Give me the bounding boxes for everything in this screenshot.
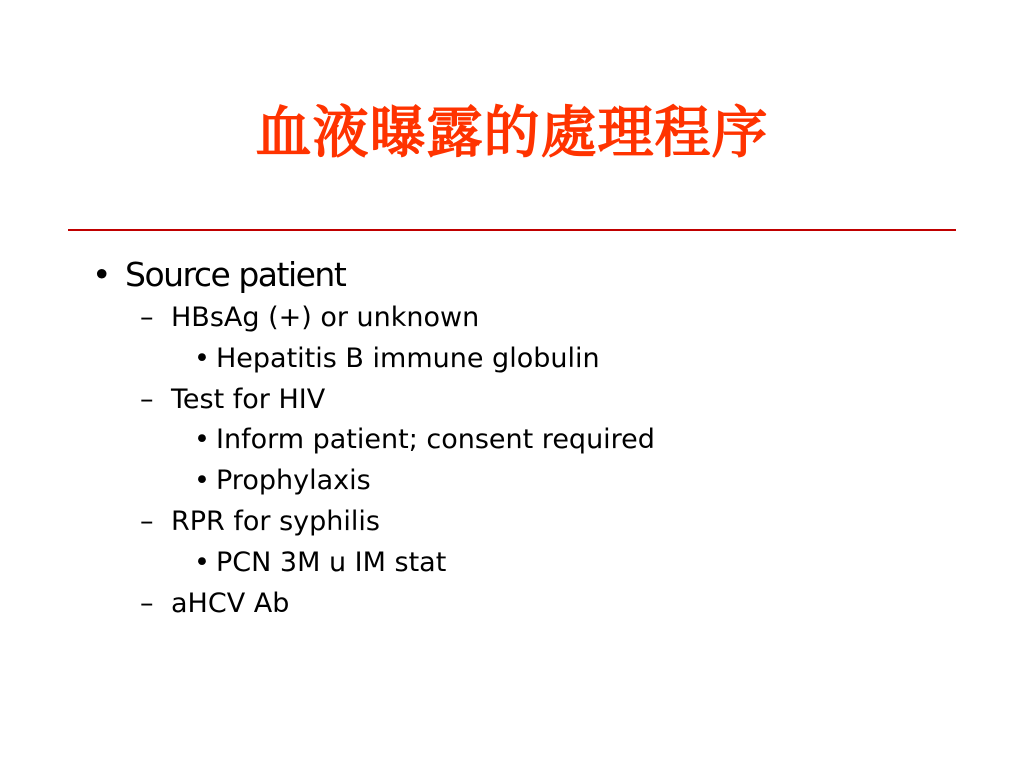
bullet-marker: • <box>194 343 210 374</box>
sub-bullet-text: aHCV Ab <box>171 588 290 619</box>
bullet-text: Source patient <box>125 255 346 294</box>
dash-marker: – <box>140 302 154 333</box>
bullet-marker: • <box>92 255 110 294</box>
bullet-marker: • <box>194 547 210 578</box>
bullet-marker: • <box>194 465 210 496</box>
sub-bullet-text: Test for HIV <box>171 384 326 415</box>
bullet-marker: • <box>194 424 210 455</box>
sub-bullet-text: HBsAg (+) or unknown <box>171 302 480 333</box>
dash-marker: – <box>140 588 154 619</box>
sub-sub-bullet-text: Inform patient; consent required <box>216 424 655 455</box>
sub-sub-bullet-text: Prophylaxis <box>216 465 371 496</box>
sub-sub-bullet-text: PCN 3M u IM stat <box>216 547 447 578</box>
sub-bullet-text: RPR for syphilis <box>171 506 380 537</box>
dash-marker: – <box>140 506 154 537</box>
slide-title: 血液曝露的處理程序 <box>255 101 769 166</box>
sub-sub-bullet-text: Hepatitis B immune globulin <box>216 343 600 374</box>
dash-marker: – <box>140 384 154 415</box>
